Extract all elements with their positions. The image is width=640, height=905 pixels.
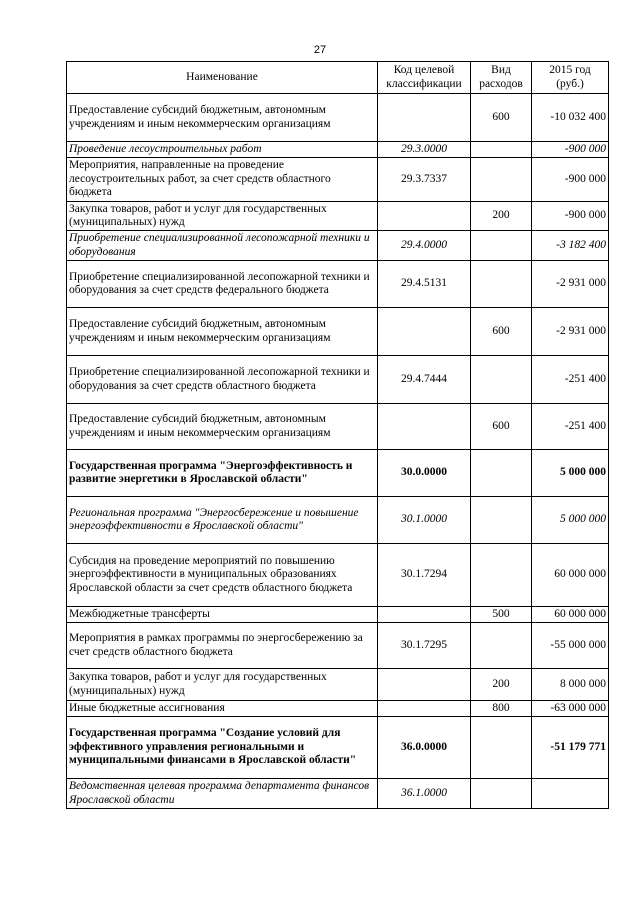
table-row: [67, 356, 609, 404]
row-code: 36.0.0000: [378, 717, 471, 779]
table-row: [67, 142, 609, 158]
table-row: [67, 94, 609, 142]
row-name: Предоставление субсидий бюджетным, автономным учреждениям и иным некоммерческим организациям: [67, 404, 378, 450]
row-code: 29.3.7337: [378, 158, 471, 202]
row-name: Мероприятия, направленные на проведение лесоустроительных работ, за счет средств областного бюджета: [67, 158, 378, 202]
table-row: [67, 261, 609, 308]
row-amount: 60 000 000: [532, 607, 609, 623]
table-row: [67, 701, 609, 717]
table-row: [67, 607, 609, 623]
row-amount: 60 000 000: [532, 544, 609, 607]
row-code: [378, 308, 471, 356]
row-name: Межбюджетные трансферты: [67, 607, 378, 623]
row-amount: -63 000 000: [532, 701, 609, 717]
table-row: [67, 669, 609, 701]
budget-table: [66, 61, 609, 809]
row-name: Мероприятия в рамках программы по энергосбережению за счет средств областного бюджета: [67, 623, 378, 669]
row-code: 36.1.0000: [378, 779, 471, 809]
budget-table-body: [67, 62, 609, 809]
row-code: 30.1.7295: [378, 623, 471, 669]
row-kind: [471, 623, 532, 669]
row-name: Региональная программа "Энергосбережение и повышение энергоэффективности в Ярославской области": [67, 497, 378, 544]
row-kind: 800: [471, 701, 532, 717]
row-amount: -900 000: [532, 202, 609, 231]
row-kind: [471, 544, 532, 607]
row-amount: -3 182 400: [532, 231, 609, 261]
row-code: 29.4.7444: [378, 356, 471, 404]
row-name: Государственная программа "Создание условий для эффективного управления региональными и муниципальными финансами в Ярославской области": [67, 717, 378, 779]
row-amount: -55 000 000: [532, 623, 609, 669]
row-name: Предоставление субсидий бюджетным, автономным учреждениям и иным некоммерческим организациям: [67, 94, 378, 142]
table-row: [67, 231, 609, 261]
row-kind: [471, 450, 532, 497]
row-kind: 200: [471, 202, 532, 231]
row-kind: 600: [471, 94, 532, 142]
row-code: [378, 202, 471, 231]
row-name: Закупка товаров, работ и услуг для государственных (муниципальных) нужд: [67, 202, 378, 231]
row-code: 29.4.5131: [378, 261, 471, 308]
table-row: [67, 404, 609, 450]
row-name: Приобретение специализированной лесопожарной техники и оборудования за счет средств федерального бюджета: [67, 261, 378, 308]
row-kind: [471, 779, 532, 809]
row-code: [378, 701, 471, 717]
row-kind: [471, 142, 532, 158]
table-row: [67, 717, 609, 779]
row-code: [378, 669, 471, 701]
row-amount: -900 000: [532, 142, 609, 158]
row-amount: -251 400: [532, 404, 609, 450]
table-row: [67, 544, 609, 607]
row-amount: -251 400: [532, 356, 609, 404]
row-amount: 8 000 000: [532, 669, 609, 701]
row-amount: -900 000: [532, 158, 609, 202]
row-kind: 200: [471, 669, 532, 701]
row-amount: 5 000 000: [532, 497, 609, 544]
row-kind: [471, 497, 532, 544]
row-kind: 500: [471, 607, 532, 623]
row-code: 30.1.0000: [378, 497, 471, 544]
row-name: Ведомственная целевая программа департамента финансов Ярославской области: [67, 779, 378, 809]
row-kind: [471, 261, 532, 308]
row-code: [378, 94, 471, 142]
row-kind: 600: [471, 308, 532, 356]
row-amount: [532, 779, 609, 809]
row-kind: [471, 717, 532, 779]
table-row: [67, 202, 609, 231]
table-row: [67, 450, 609, 497]
row-name: Субсидия на проведение мероприятий по повышению энергоэффективности в муниципальных образованиях Ярославской области за счет средств областного бюджета: [67, 544, 378, 607]
row-kind: 600: [471, 404, 532, 450]
row-kind: [471, 231, 532, 261]
row-name: Приобретение специализированной лесопожарной техники и оборудования за счет средств областного бюджета: [67, 356, 378, 404]
row-kind: [471, 158, 532, 202]
row-name: Закупка товаров, работ и услуг для государственных (муниципальных) нужд: [67, 669, 378, 701]
header-code: Код целевой классификации: [378, 62, 471, 94]
table-row: [67, 779, 609, 809]
row-code: 29.3.0000: [378, 142, 471, 158]
row-name: Приобретение специализированной лесопожарной техники и оборудования: [67, 231, 378, 261]
table-row: [67, 497, 609, 544]
row-name: Предоставление субсидий бюджетным, автономным учреждениям и иным некоммерческим организациям: [67, 308, 378, 356]
row-code: 29.4.0000: [378, 231, 471, 261]
header-kind: Вид расходов: [471, 62, 532, 94]
table-row: [67, 308, 609, 356]
row-amount: -51 179 771: [532, 717, 609, 779]
row-code: [378, 404, 471, 450]
row-kind: [471, 356, 532, 404]
table-row: [67, 158, 609, 202]
table-row: [67, 623, 609, 669]
row-amount: -2 931 000: [532, 308, 609, 356]
row-amount: -10 032 400: [532, 94, 609, 142]
row-name: Проведение лесоустроительных работ: [67, 142, 378, 158]
row-amount: 5 000 000: [532, 450, 609, 497]
row-code: 30.1.7294: [378, 544, 471, 607]
row-code: 30.0.0000: [378, 450, 471, 497]
page-number: 27: [313, 44, 327, 56]
table-header-row: [67, 62, 609, 94]
row-name: Государственная программа "Энергоэффективность и развитие энергетики в Ярославской области": [67, 450, 378, 497]
row-amount: -2 931 000: [532, 261, 609, 308]
header-name: Наименование: [67, 62, 378, 94]
row-name: Иные бюджетные ассигнования: [67, 701, 378, 717]
row-code: [378, 607, 471, 623]
header-amount: 2015 год (руб.): [532, 62, 609, 94]
